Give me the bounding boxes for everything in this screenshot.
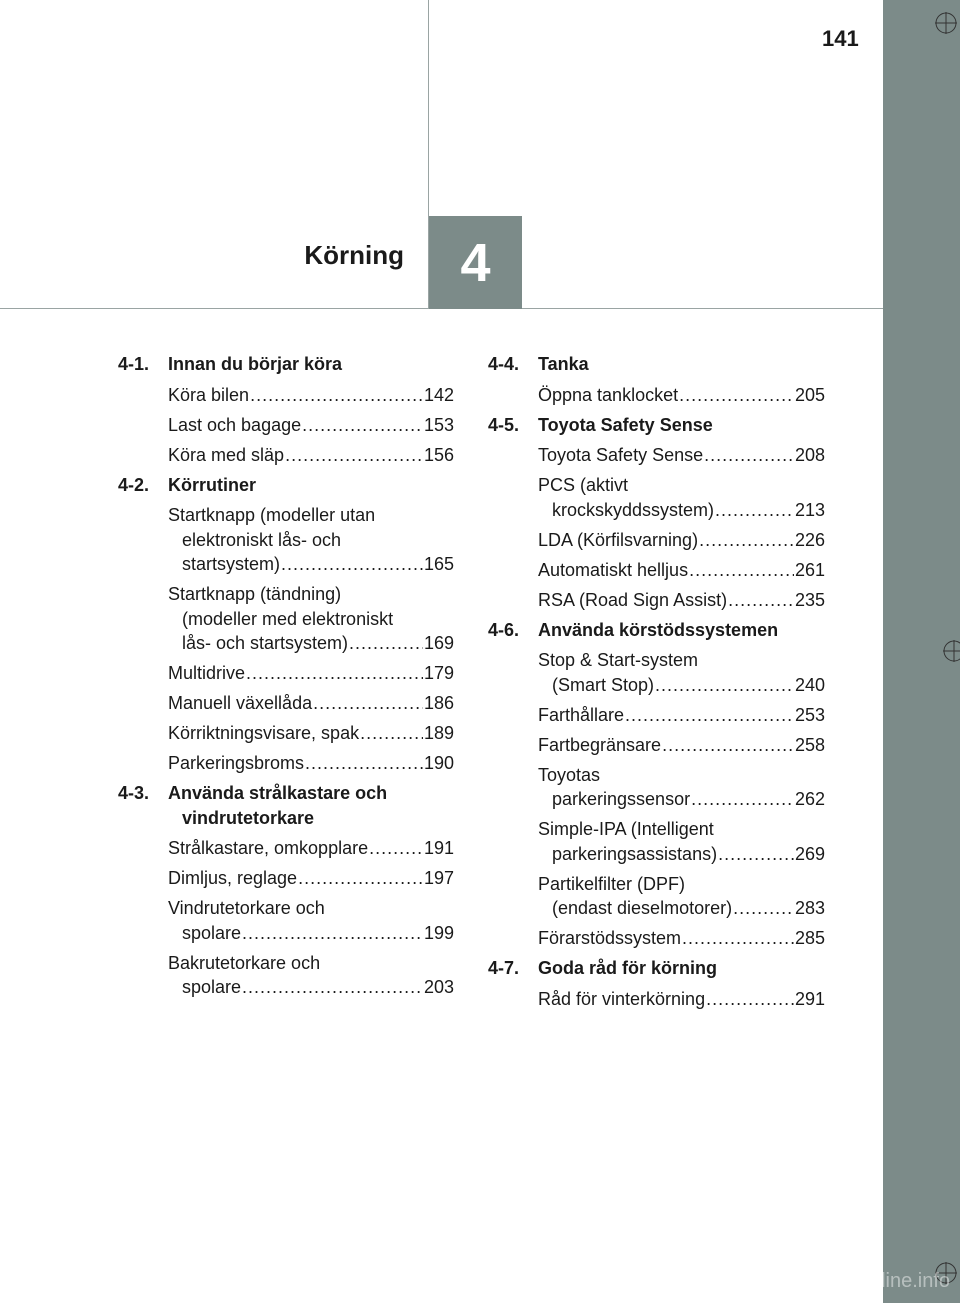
entry-text-line: Köra med släp <box>168 444 285 465</box>
entry-page-number: 179 <box>423 663 454 683</box>
entry-text-line: Fartbegränsare <box>538 734 662 755</box>
entry-text-line: Parkeringsbroms <box>168 753 305 773</box>
entry-page-number: 197 <box>423 868 454 888</box>
entry-text-line: Startknapp (modeller utan <box>168 505 376 525</box>
entry-text-line: parkeringsassistans) <box>552 843 718 864</box>
entry-page-number: 191 <box>423 838 454 858</box>
entry-last-line <box>168 631 454 656</box>
entry-page-number: 165 <box>423 554 454 574</box>
entry-last-line <box>168 552 454 577</box>
section-title <box>538 413 825 438</box>
chapter-number: 4 <box>460 232 491 293</box>
toc-entry[interactable] <box>538 733 825 758</box>
section-title <box>168 473 454 498</box>
entry-last-line <box>538 733 825 758</box>
registration-mark-icon <box>935 12 957 34</box>
section-heading <box>118 352 454 377</box>
dot-leader <box>250 383 423 408</box>
section-title-line: Körrutiner <box>168 474 257 495</box>
entry-page-number: 261 <box>794 559 825 580</box>
entry-text-line: elektroniskt lås- och <box>182 529 342 550</box>
entry-text-line: Vindrutetorkare och <box>168 898 325 918</box>
watermark: carmanualsonline.info <box>755 1270 950 1292</box>
dot-leader <box>662 733 794 758</box>
toc-entry[interactable] <box>538 648 825 697</box>
dot-leader <box>242 975 423 1000</box>
entry-text-line: Startknapp (tändning) <box>168 584 342 604</box>
toc-section <box>488 956 825 1011</box>
entry-last-line <box>538 926 825 951</box>
section-title <box>538 956 825 981</box>
entry-page-number: 226 <box>794 529 825 550</box>
toc-section <box>118 781 454 1000</box>
entry-page-number: 258 <box>794 734 825 755</box>
entry-text-line: Köra bilen <box>168 384 250 405</box>
dot-leader <box>706 987 794 1012</box>
entry-last-line <box>538 896 825 921</box>
entry-page-number: 169 <box>423 633 454 653</box>
entry-text-line: Partikelfilter (DPF) <box>538 873 686 894</box>
toc-entry[interactable] <box>538 703 825 728</box>
section-title <box>538 618 825 643</box>
entry-last-line <box>538 498 825 523</box>
entry-text-line: Råd för vinterkörning <box>538 988 706 1009</box>
entry-text-line: lås- och startsystem) <box>182 633 349 653</box>
dot-leader <box>281 552 423 577</box>
entry-text-line: Simple-IPA (Intelligent <box>538 819 714 839</box>
entry-text-line: (modeller med elektroniskt <box>182 608 394 629</box>
toc-entry[interactable] <box>168 443 454 468</box>
section-heading <box>488 618 825 643</box>
entry-last-line <box>168 975 454 1000</box>
dot-leader <box>691 787 794 812</box>
toc-section <box>488 352 825 407</box>
section-number: 4-3. <box>118 783 150 803</box>
section-title <box>168 352 454 377</box>
dot-leader <box>285 443 423 468</box>
section-title <box>538 352 825 377</box>
entry-page-number: 285 <box>794 928 825 948</box>
entry-text-line: Farthållare <box>538 704 625 725</box>
entry-text-line: Strålkastare, omkopplare <box>168 838 369 858</box>
dot-leader <box>728 588 794 613</box>
entry-text-line: Stop & Start-system <box>538 650 699 670</box>
entry-page-number: 205 <box>794 384 825 405</box>
entry-last-line <box>538 588 825 613</box>
toc-section <box>488 618 825 951</box>
dot-leader <box>349 631 423 656</box>
toc-entry[interactable] <box>168 413 454 438</box>
entry-page-number: 156 <box>423 444 454 465</box>
section-title-line: Använda körstödssystemen <box>538 619 779 640</box>
entry-text-line: startsystem) <box>182 554 281 574</box>
entry-text-line: Bakrutetorkare och <box>168 952 321 973</box>
dot-leader <box>704 443 794 468</box>
entry-last-line <box>538 987 825 1012</box>
toc-entry[interactable] <box>538 443 825 468</box>
dot-leader <box>369 836 423 861</box>
toc-column-right <box>488 352 825 1017</box>
entry-text-line: (endast dieselmotorer) <box>552 898 733 918</box>
toc-entry[interactable] <box>538 588 825 613</box>
section-number: 4-2. <box>118 474 150 495</box>
toc-entry[interactable] <box>168 691 454 716</box>
entry-last-line <box>538 673 825 698</box>
entry-page-number: 189 <box>423 723 454 743</box>
entry-last-line <box>538 383 825 408</box>
section-title-line: Tanka <box>538 354 589 374</box>
toc-entry[interactable] <box>538 926 825 951</box>
registration-mark-icon <box>943 640 960 662</box>
dot-leader <box>246 661 423 686</box>
section-heading <box>118 781 454 830</box>
dot-leader <box>305 751 423 776</box>
toc-entry[interactable] <box>168 383 454 408</box>
dot-leader <box>302 413 423 438</box>
toc-entry[interactable] <box>538 558 825 583</box>
entry-last-line <box>168 661 454 686</box>
entry-text-line: Multidrive <box>168 663 246 683</box>
section-heading <box>488 956 825 981</box>
entry-page-number: 186 <box>423 693 454 713</box>
toc-entry[interactable] <box>168 836 454 861</box>
entry-last-line <box>538 842 825 867</box>
entry-last-line <box>538 528 825 553</box>
dot-leader <box>679 383 794 408</box>
dot-leader <box>242 921 423 946</box>
entry-text-line: Förarstödssystem <box>538 928 682 948</box>
entry-text-line: Toyotas <box>538 764 601 785</box>
section-heading <box>488 352 825 377</box>
toc-entry[interactable] <box>168 721 454 746</box>
entry-page-number: 240 <box>794 674 825 695</box>
chapter-title: Körning <box>304 240 404 270</box>
section-title <box>168 781 454 830</box>
entry-text-line: Öppna tanklocket <box>538 384 679 405</box>
entry-page-number: 190 <box>423 753 454 773</box>
section-title-line: Använda strålkastare och <box>168 783 388 803</box>
dot-leader <box>298 866 423 891</box>
entry-text-line: RSA (Road Sign Assist) <box>538 589 728 610</box>
entry-page-number: 213 <box>794 499 825 520</box>
toc-entry[interactable] <box>168 503 454 577</box>
entry-last-line <box>168 921 454 946</box>
entry-last-line <box>538 787 825 812</box>
entry-last-line <box>168 383 454 408</box>
section-title-line: Innan du börjar köra <box>168 354 343 374</box>
chapter-number-box <box>429 216 522 309</box>
toc-entry[interactable] <box>538 817 825 866</box>
entry-last-line <box>538 443 825 468</box>
section-title-line: Goda råd för körning <box>538 958 718 978</box>
toc-entry[interactable] <box>538 473 825 522</box>
entry-text-line: Last och bagage <box>168 414 302 435</box>
toc-entry[interactable] <box>538 987 825 1012</box>
section-number: 4-7. <box>488 958 520 978</box>
entry-page-number: 291 <box>794 988 825 1009</box>
entry-text-line: spolare <box>182 922 242 943</box>
toc-entry[interactable] <box>168 751 454 776</box>
toc-entry[interactable] <box>538 528 825 553</box>
section-heading <box>488 413 825 438</box>
section-number: 4-4. <box>488 354 520 374</box>
entry-text-line: parkeringssensor <box>552 789 691 809</box>
entry-text-line: Körriktningsvisare, spak <box>168 723 360 743</box>
toc-entry[interactable] <box>168 661 454 686</box>
entry-last-line <box>168 721 454 746</box>
entry-page-number: 283 <box>794 898 825 918</box>
entry-last-line <box>168 751 454 776</box>
entry-page-number: 253 <box>794 704 825 725</box>
entry-last-line <box>168 836 454 861</box>
toc-section <box>118 352 454 467</box>
entry-text-line: Toyota Safety Sense <box>538 445 704 465</box>
entry-text-line: spolare <box>182 977 242 997</box>
dot-leader <box>625 703 794 728</box>
entry-page-number: 269 <box>794 843 825 864</box>
dot-leader <box>718 842 794 867</box>
dot-leader <box>313 691 423 716</box>
toc-section <box>118 473 454 776</box>
dot-leader <box>715 498 794 523</box>
dot-leader <box>655 673 794 698</box>
toc-entry[interactable] <box>538 763 825 812</box>
entry-text-line: Dimljus, reglage <box>168 868 298 888</box>
section-number: 4-1. <box>118 354 150 374</box>
entry-text-line: Automatiskt helljus <box>538 559 689 580</box>
section-title-line: Toyota Safety Sense <box>538 414 713 435</box>
entry-last-line <box>168 443 454 468</box>
entry-page-number: 235 <box>794 589 825 610</box>
entry-text-line: krockskyddssystem) <box>552 499 715 520</box>
dot-leader <box>699 528 794 553</box>
section-heading <box>118 473 454 498</box>
dot-leader <box>689 558 794 583</box>
dot-leader <box>682 926 794 951</box>
section-number: 4-6. <box>488 619 520 640</box>
entry-page-number: 153 <box>423 414 454 435</box>
dot-leader <box>360 721 423 746</box>
page-number: 141 <box>822 26 859 51</box>
entry-last-line <box>538 558 825 583</box>
entry-text-line: (Smart Stop) <box>552 674 655 695</box>
entry-text-line: Manuell växellåda <box>168 693 313 713</box>
entry-text-line: LDA (Körfilsvarning) <box>538 529 699 550</box>
toc-entry[interactable] <box>168 582 454 656</box>
entry-page-number: 142 <box>423 384 454 405</box>
toc-entry[interactable] <box>168 951 454 1000</box>
entry-last-line <box>168 866 454 891</box>
section-number: 4-5. <box>488 414 520 435</box>
entry-last-line <box>168 691 454 716</box>
entry-page-number: 199 <box>423 922 454 943</box>
toc-section <box>488 413 825 613</box>
section-title-line: vindrutetorkare <box>182 807 315 828</box>
entry-last-line <box>168 413 454 438</box>
toc-entry[interactable] <box>538 872 825 921</box>
entry-page-number: 208 <box>794 445 825 465</box>
toc-entry[interactable] <box>168 866 454 891</box>
toc-column-left <box>118 352 454 1005</box>
entry-page-number: 203 <box>423 977 454 997</box>
entry-last-line <box>538 703 825 728</box>
dot-leader <box>733 896 794 921</box>
toc-entry[interactable] <box>538 383 825 408</box>
entry-text-line: PCS (aktivt <box>538 475 629 495</box>
entry-page-number: 262 <box>794 789 825 809</box>
toc-entry[interactable] <box>168 896 454 945</box>
